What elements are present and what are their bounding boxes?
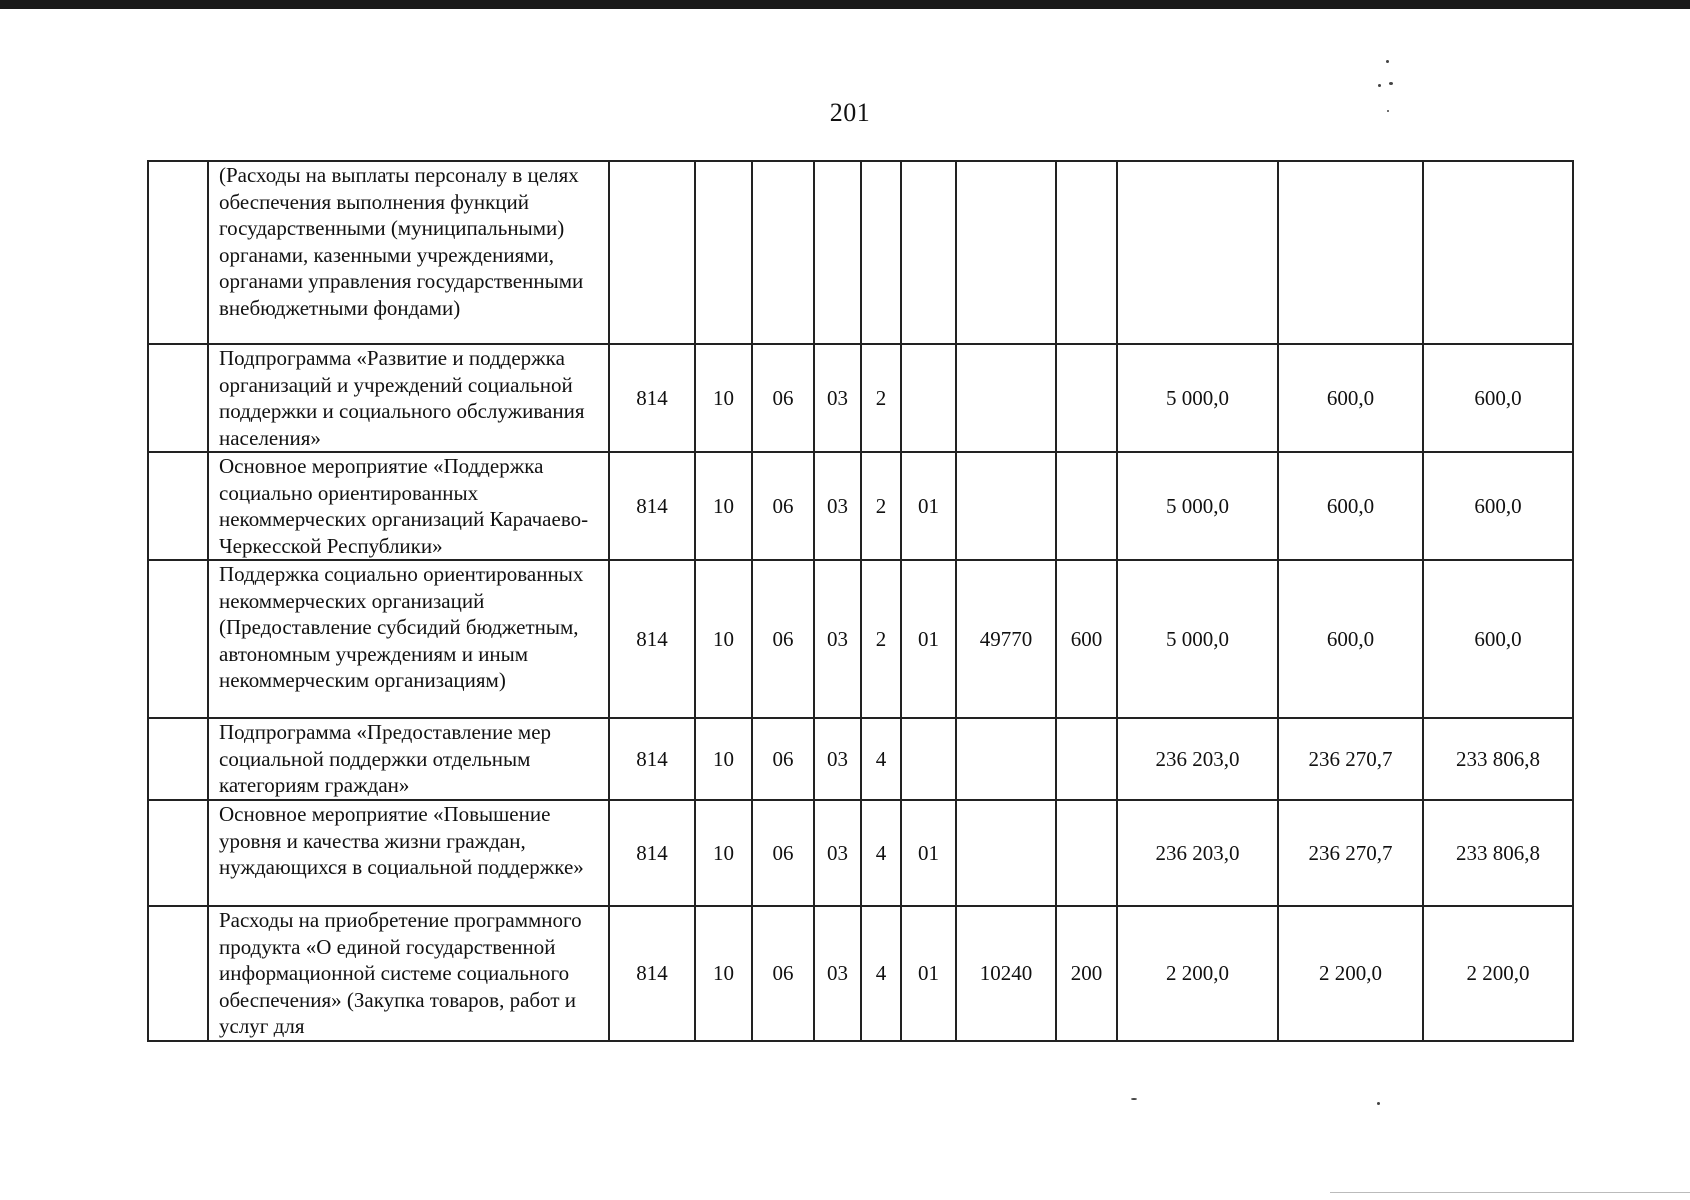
section-cell: 10: [695, 560, 752, 718]
sum-year-3-cell: 233 806,8: [1423, 800, 1573, 906]
admin-code-cell: 814: [609, 718, 695, 800]
row-number-cell: [148, 906, 208, 1041]
row-number-cell: [148, 800, 208, 906]
expense-type-cell: [1056, 800, 1117, 906]
item-name-cell: Поддержка социально ориентированных некоммерческих организаций (Предоставление субсидий бюджетным, автономным учреждениям и иным некоммерческим организациям): [208, 560, 609, 718]
table-row: [148, 560, 1573, 718]
subsection-cell: 06: [752, 452, 814, 560]
sum-year-3-cell: 2 200,0: [1423, 906, 1573, 1041]
scan-speck: [1378, 84, 1381, 87]
item-name-cell: Основное мероприятие «Поддержка социально ориентированных некоммерческих организаций Карачаево-Черкесской Республики»: [208, 452, 609, 560]
row-number-cell: [148, 452, 208, 560]
scan-speck: [1387, 110, 1389, 112]
sum-year-2-cell: 2 200,0: [1278, 906, 1423, 1041]
table-row: [148, 800, 1573, 906]
program-cell: [814, 161, 861, 344]
row-number-cell: [148, 718, 208, 800]
direction-cell: [956, 344, 1056, 452]
event-cell: [901, 161, 956, 344]
item-name-cell: Подпрограмма «Развитие и поддержка организаций и учреждений социальной поддержки и социального обслуживания населения»: [208, 344, 609, 452]
sum-year-2-cell: 236 270,7: [1278, 718, 1423, 800]
subprogram-cell: [861, 161, 901, 344]
admin-code-cell: 814: [609, 452, 695, 560]
program-cell: 03: [814, 452, 861, 560]
event-cell: [901, 344, 956, 452]
event-cell: [901, 718, 956, 800]
program-cell: 03: [814, 718, 861, 800]
scan-speck: [1131, 1098, 1137, 1100]
item-name-cell: (Расходы на выплаты персоналу в целях обеспечения выполнения функций государственными (муниципальными) органами, казенными учреждениями, органами управления государственными внебюджетными фондами): [208, 161, 609, 344]
admin-code-cell: 814: [609, 560, 695, 718]
admin-code-cell: 814: [609, 906, 695, 1041]
sum-year-1-cell: 5 000,0: [1117, 560, 1278, 718]
item-name-cell: Подпрограмма «Предоставление мер социальной поддержки отдельным категориям граждан»: [208, 718, 609, 800]
direction-cell: [956, 718, 1056, 800]
sum-year-3-cell: 600,0: [1423, 452, 1573, 560]
sum-year-2-cell: 236 270,7: [1278, 800, 1423, 906]
event-cell: 01: [901, 906, 956, 1041]
direction-cell: 49770: [956, 560, 1056, 718]
event-cell: 01: [901, 452, 956, 560]
subprogram-cell: 4: [861, 906, 901, 1041]
event-cell: 01: [901, 560, 956, 718]
table-row: [148, 161, 1573, 344]
sum-year-3-cell: [1423, 161, 1573, 344]
program-cell: 03: [814, 560, 861, 718]
subprogram-cell: 4: [861, 718, 901, 800]
sum-year-2-cell: 600,0: [1278, 452, 1423, 560]
scan-speck: [1389, 82, 1393, 85]
sum-year-1-cell: 236 203,0: [1117, 800, 1278, 906]
sum-year-3-cell: 600,0: [1423, 560, 1573, 718]
subsection-cell: 06: [752, 344, 814, 452]
sum-year-3-cell: 600,0: [1423, 344, 1573, 452]
subsection-cell: 06: [752, 906, 814, 1041]
program-cell: 03: [814, 800, 861, 906]
subsection-cell: 06: [752, 560, 814, 718]
expense-type-cell: [1056, 344, 1117, 452]
sum-year-2-cell: 600,0: [1278, 560, 1423, 718]
sum-year-2-cell: [1278, 161, 1423, 344]
section-cell: 10: [695, 344, 752, 452]
direction-cell: 10240: [956, 906, 1056, 1041]
table-row: [148, 452, 1573, 560]
section-cell: 10: [695, 718, 752, 800]
scan-speck: [1386, 60, 1389, 63]
subsection-cell: [752, 161, 814, 344]
table-row: [148, 718, 1573, 800]
sum-year-1-cell: 2 200,0: [1117, 906, 1278, 1041]
scan-line: [1330, 1192, 1690, 1193]
sum-year-1-cell: 236 203,0: [1117, 718, 1278, 800]
subsection-cell: 06: [752, 800, 814, 906]
budget-table: [147, 160, 1574, 1042]
event-cell: 01: [901, 800, 956, 906]
section-cell: [695, 161, 752, 344]
admin-code-cell: 814: [609, 800, 695, 906]
subprogram-cell: 2: [861, 344, 901, 452]
section-cell: 10: [695, 906, 752, 1041]
section-cell: 10: [695, 800, 752, 906]
subprogram-cell: 2: [861, 560, 901, 718]
direction-cell: [956, 800, 1056, 906]
expense-type-cell: [1056, 718, 1117, 800]
item-name-cell: Основное мероприятие «Повышение уровня и качества жизни граждан, нуждающихся в социальной поддержке»: [208, 800, 609, 906]
direction-cell: [956, 161, 1056, 344]
subsection-cell: 06: [752, 718, 814, 800]
table-row: [148, 906, 1573, 1041]
expense-type-cell: 200: [1056, 906, 1117, 1041]
subprogram-cell: 2: [861, 452, 901, 560]
expense-type-cell: [1056, 452, 1117, 560]
top-border: [0, 0, 1690, 9]
item-name-cell: Расходы на приобретение программного продукта «О единой государственной информационной системе социального обеспечения» (Закупка товаров, работ и услуг для: [208, 906, 609, 1041]
row-number-cell: [148, 161, 208, 344]
program-cell: 03: [814, 344, 861, 452]
direction-cell: [956, 452, 1056, 560]
admin-code-cell: [609, 161, 695, 344]
sum-year-1-cell: 5 000,0: [1117, 452, 1278, 560]
scan-speck: [1377, 1102, 1380, 1105]
sum-year-3-cell: 233 806,8: [1423, 718, 1573, 800]
section-cell: 10: [695, 452, 752, 560]
sum-year-1-cell: 5 000,0: [1117, 344, 1278, 452]
expense-type-cell: [1056, 161, 1117, 344]
row-number-cell: [148, 560, 208, 718]
sum-year-2-cell: 600,0: [1278, 344, 1423, 452]
admin-code-cell: 814: [609, 344, 695, 452]
expense-type-cell: 600: [1056, 560, 1117, 718]
table-row: [148, 344, 1573, 452]
page-number: 201: [829, 98, 871, 127]
subprogram-cell: 4: [861, 800, 901, 906]
sum-year-1-cell: [1117, 161, 1278, 344]
program-cell: 03: [814, 906, 861, 1041]
row-number-cell: [148, 344, 208, 452]
